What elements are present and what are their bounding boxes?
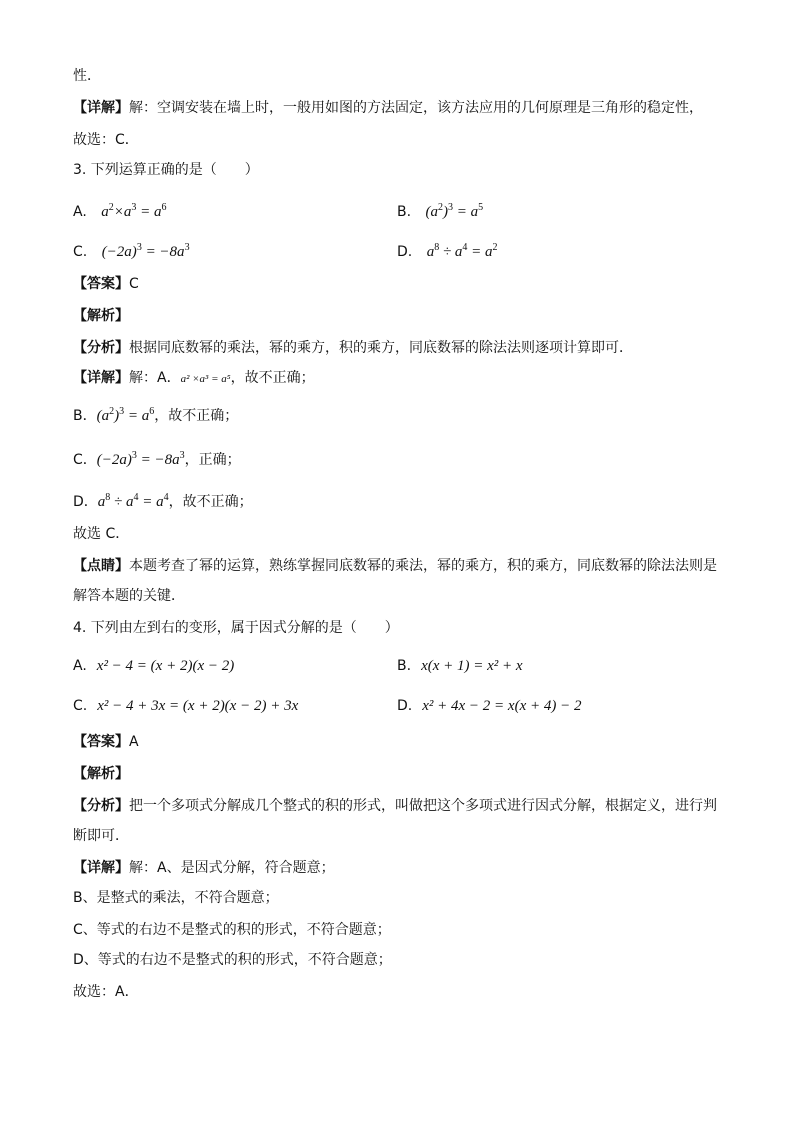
answer-value: A [129,734,139,750]
review-tag: 【点睛】 [73,558,129,574]
q4-stem: 4. 下列由左到右的变形，属于因式分解的是（ ） [73,620,399,636]
q3-review: 【点睛】本题考查了幂的运算，熟练掌握同底数幂的乘法，幂的乘方，积的乘方，同底数幂的除法法则是 [73,558,717,574]
option-expr: x² − 4 = (x + 2)(x − 2) [96,658,235,674]
q4-fenxi-line2: 断即可． [73,828,129,844]
q3-option-a [73,198,166,222]
q4-detail-b: B、是整式的乘法，不符合题意； [73,890,279,906]
q4-option-a: A. x² − 4 = (x + 2)(x − 2) [73,658,235,674]
q3-fenxi [73,338,633,358]
fenxi-text: 根据同底数幂的乘法，幂的乘方，积的乘方，同底数幂的除法法则逐项计算即可． [129,340,633,356]
detail-expr: $a^8 \div a^4 = a^4$ [97,492,169,510]
option-expr: $a^8 \div a^4 = a^2$ [426,242,498,260]
option-expr: x² − 4 + 3x = (x + 2)(x − 2) + 3x [97,698,299,714]
detail-expr: $(a^2)^3 = a^6$ [96,406,155,424]
q3-analysis-tag: 【解析】 [73,308,129,324]
q4-detail-a: 【详解】解：A、是因式分解，符合题意； [73,860,335,876]
q3-stem: 3. 下列运算正确的是（ ） [73,162,259,178]
intro-detail [73,98,703,118]
detail-expr: $(-2a)^3 = -8a^3$ [96,450,185,468]
q4-detail-c: C、等式的右边不是整式的积的形式，不符合题意； [73,922,391,938]
q4-option-b: B. x(x + 1) = x² + x [397,658,523,674]
q3-detail-b: B．$(a^2)^3 = a^6$，故不正确； [73,406,239,424]
q3-option-c [73,238,190,262]
q3-detail-a: 【详解】解：A．a² ×a³ = a⁵，故不正确； [73,370,315,386]
detail-expr: a² ×a³ = a⁵ [180,373,231,385]
q3-detail-c: C．$(-2a)^3 = -8a^3$，正确； [73,450,241,468]
option-expr: $(-2a)^3 = -8a^3$ [101,242,190,260]
q4-analysis-tag: 【解析】 [73,766,129,782]
option-label: D. [397,244,413,260]
answer-value: C [129,276,139,292]
intro-choice: 故选：C． [73,132,139,148]
q3-detail-d: D．$a^8 \div a^4 = a^4$，故不正确； [73,492,253,510]
answer-tag: 【答案】 [73,276,129,292]
q4-answer: 【答案】A [73,734,139,750]
detail-tag: 【详解】 [73,100,129,116]
q4-fenxi: 【分析】把一个多项式分解成几个整式的积的形式，叫做把这个多项式进行因式分解，根据定义，进行判 [73,798,717,814]
option-expr: x(x + 1) = x² + x [421,658,523,674]
q4-option-d: D. x² + 4x − 2 = x(x + 4) − 2 [397,698,582,714]
q3-answer [73,274,139,294]
intro-text-end: 性． [73,68,101,84]
q3-option-b [397,198,483,222]
option-expr: $(a^2)^3 = a^5$ [425,202,484,220]
option-expr: $a^2\times a^3 = a^6$ [101,202,167,220]
option-label: C. [73,244,88,260]
q3-review-line2: 解答本题的关键． [73,588,185,604]
detail-text: 解：空调安装在墙上时，一般用如图的方法固定，该方法应用的几何原理是三角形的稳定性， [129,100,703,116]
q4-option-c: C. x² − 4 + 3x = (x + 2)(x − 2) + 3x [73,698,299,714]
q3-choice: 故选 C． [73,526,130,542]
q3-option-d [397,238,498,262]
q4-detail-d: D、等式的右边不是整式的积的形式，不符合题意； [73,952,392,968]
option-label: B. [397,204,412,220]
option-expr: x² + 4x − 2 = x(x + 4) − 2 [422,698,582,714]
q4-choice: 故选：A． [73,984,139,1000]
fenxi-tag: 【分析】 [73,340,129,356]
detail-tag: 【详解】 [73,370,129,386]
option-label: A. [73,204,87,220]
